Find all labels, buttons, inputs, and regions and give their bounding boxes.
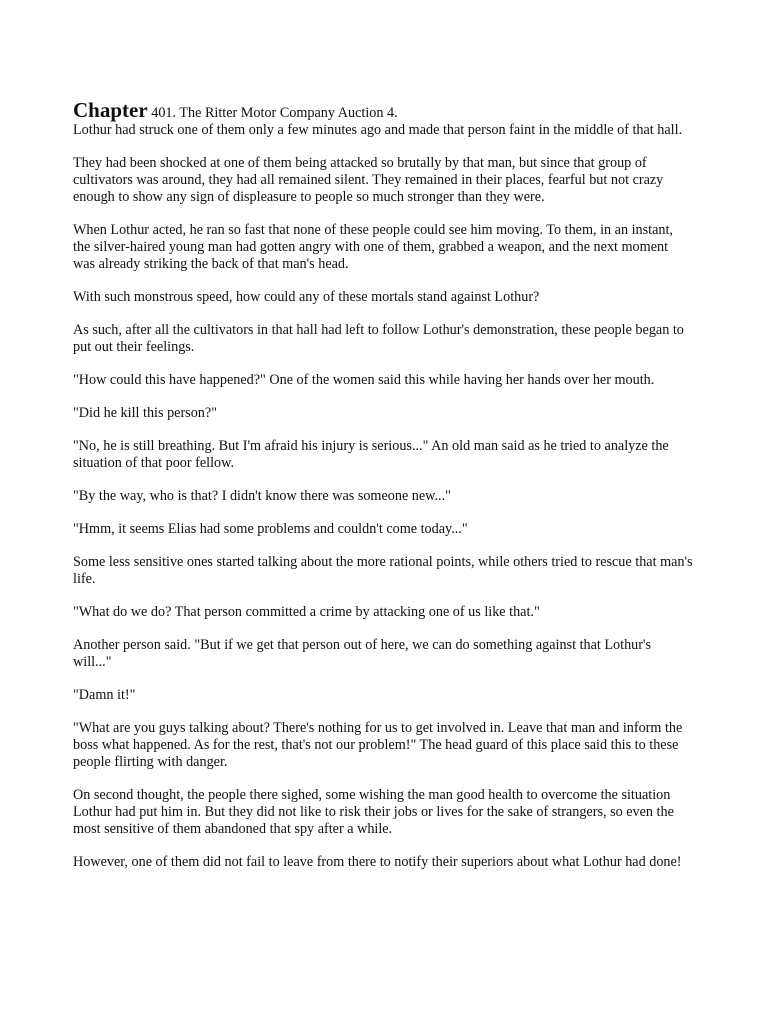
paragraph: "What are you guys talking about? There's nothing for us to get involved in. Leave that man and inform the boss what happened. As for the rest, that's not our problem!" The head guard of this place said this to these people flirting with danger. bbox=[73, 720, 683, 770]
document-page bbox=[73, 99, 693, 887]
paragraph: On second thought, the people there sighed, some wishing the man good health to overcome the situation Lothur had put him in. But they did not like to risk their jobs or lives for the sake of strangers, so even the most sensitive of them abandoned that spy after a while. bbox=[73, 787, 674, 837]
paragraph: They had been shocked at one of them being attacked so brutally by that man, but since that group of cultivators was around, they had all remained silent. They remained in their places, fearful but not crazy enough to show any sign of displeasure to people so much stronger than they were. bbox=[73, 155, 664, 205]
paragraph: "What do we do? That person committed a crime by attacking one of us like that." bbox=[73, 604, 540, 620]
paragraph: "Damn it!" bbox=[73, 687, 136, 703]
paragraph: "Hmm, it seems Elias had some problems and couldn't come today..." bbox=[73, 521, 468, 537]
paragraph: When Lothur acted, he ran so fast that none of these people could see him moving. To them, in an instant, the silver-haired young man had gotten angry with one of them, grabbed a weapon, and the next moment was already striking the back of that man's head. bbox=[73, 222, 673, 272]
chapter-subtitle: 401. The Ritter Motor Company Auction 4. bbox=[151, 105, 398, 121]
paragraph: "Did he kill this person?" bbox=[73, 405, 217, 421]
paragraph: Another person said. "But if we get that person out of here, we can do something against that Lothur's will..." bbox=[73, 637, 652, 670]
paragraph: As such, after all the cultivators in that hall had left to follow Lothur's demonstration, these people began to put out their feelings. bbox=[73, 322, 684, 355]
paragraph: "How could this have happened?" One of the women said this while having her hands over her mouth. bbox=[73, 372, 655, 388]
chapter-heading bbox=[73, 99, 693, 124]
paragraph: Some less sensitive ones started talking about the more rational points, while others tried to rescue that man's life. bbox=[73, 554, 693, 587]
paragraph: "By the way, who is that? I didn't know there was someone new..." bbox=[73, 488, 451, 504]
paragraph: "No, he is still breathing. But I'm afraid his injury is serious..." An old man said as he tried to analyze the situation of that poor fellow. bbox=[73, 438, 669, 471]
paragraph: Lothur had struck one of them only a few minutes ago and made that person faint in the middle of that hall. bbox=[73, 122, 683, 138]
paragraph: With such monstrous speed, how could any of these mortals stand against Lothur? bbox=[73, 289, 540, 305]
paragraph: However, one of them did not fail to leave from there to notify their superiors about what Lothur had done! bbox=[73, 854, 682, 870]
chapter-word: Chapter bbox=[73, 98, 148, 122]
